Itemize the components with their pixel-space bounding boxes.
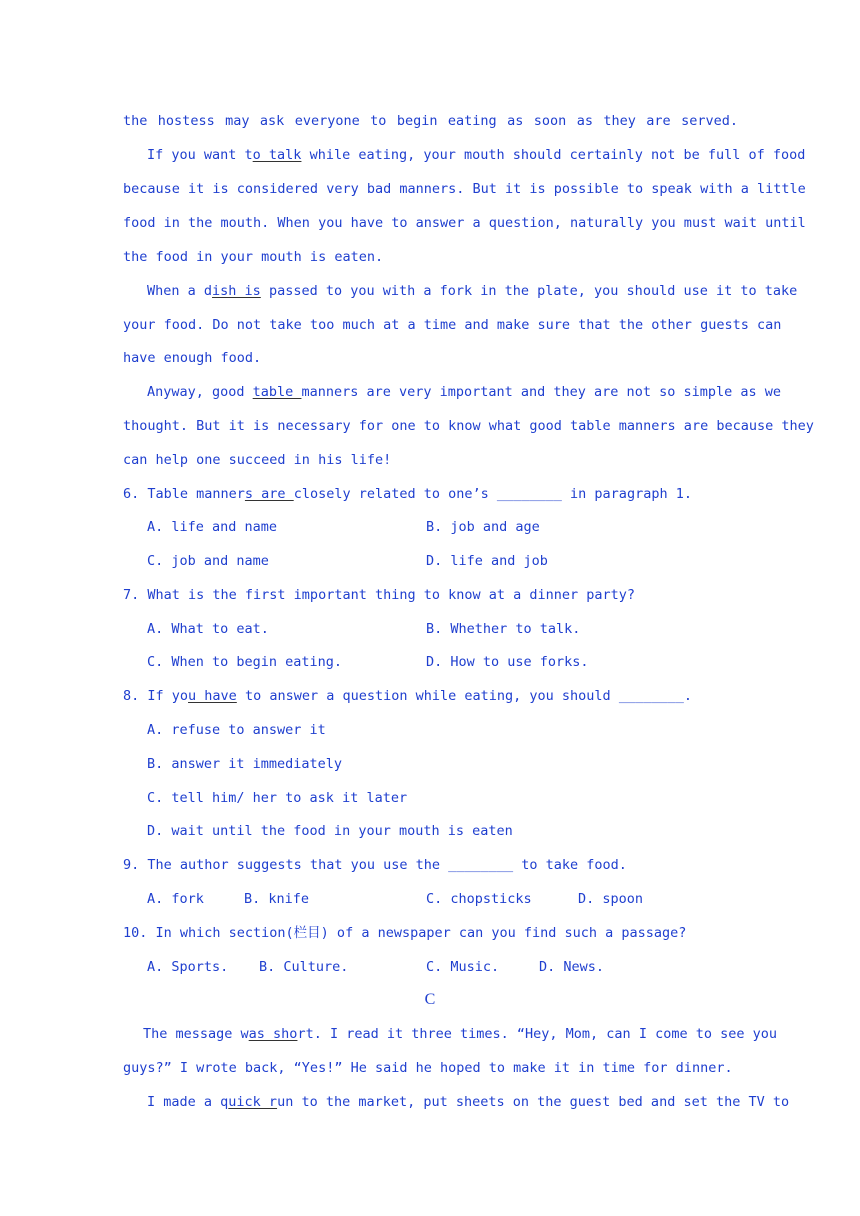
- q8-option-d[interactable]: D. wait until the food in your mouth is eaten: [147, 823, 513, 839]
- q9-option-a[interactable]: A. fork: [147, 891, 204, 907]
- paragraph-line: because it is considered very bad manners. But it is possible to speak with a little: [123, 181, 806, 197]
- q7-option-b[interactable]: B. Whether to talk.: [426, 621, 581, 637]
- q8-option-a[interactable]: A. refuse to answer it: [147, 722, 326, 738]
- q7-option-c[interactable]: C. When to begin eating.: [147, 654, 343, 670]
- section-heading: C: [424, 991, 436, 1008]
- paragraph-line: can help one succeed in his life!: [123, 452, 392, 468]
- question-6: 6. Table manners are closely related to one’s ________ in paragraph 1.: [123, 486, 692, 502]
- q7-options-row-2: [147, 652, 762, 672]
- q10-option-b[interactable]: B. Culture.: [259, 959, 349, 975]
- question-7: 7. What is the first important thing to know at a dinner party?: [123, 587, 636, 603]
- q7-options-row-1: [147, 619, 762, 639]
- q6-options-row-2: [147, 551, 762, 571]
- paragraph-line: When a dish is passed to you with a fork in the plate, you should use it to take: [147, 283, 798, 299]
- q6-options-row-1: [147, 517, 762, 537]
- paragraph-line: your food. Do not take too much at a time and make sure that the other guests can: [123, 317, 782, 333]
- paragraph-line: If you want to talk while eating, your mouth should certainly not be full of food: [147, 147, 806, 163]
- q8-option-b[interactable]: B. answer it immediately: [147, 756, 343, 772]
- paragraph-line: Anyway, good table manners are very important and they are not so simple as we: [147, 384, 781, 400]
- paragraph-line: thought. But it is necessary for one to know what good table manners are because they: [123, 418, 814, 434]
- q10-options-row: [147, 957, 762, 977]
- q10-option-d[interactable]: D. News.: [539, 959, 605, 975]
- passage-line: the hostess may ask everyone to begin eating as soon as they are served.: [123, 113, 738, 129]
- q10-option-a[interactable]: A. Sports.: [147, 959, 229, 975]
- q6-option-a[interactable]: A. life and name: [147, 519, 278, 535]
- question-10: 10. In which section(栏目) of a newspaper can you find such a passage?: [123, 925, 687, 941]
- paragraph-line: The message was short. I read it three times. “Hey, Mom, can I come to see you: [143, 1026, 777, 1042]
- q6-option-b[interactable]: B. job and age: [426, 519, 540, 535]
- q9-option-b[interactable]: B. knife: [244, 891, 310, 907]
- q9-option-d[interactable]: D. spoon: [578, 891, 644, 907]
- paragraph-line: food in the mouth. When you have to answer a question, naturally you must wait until: [123, 215, 806, 231]
- paragraph-line: I made a quick run to the market, put sheets on the guest bed and set the TV to: [147, 1094, 790, 1110]
- q6-option-d[interactable]: D. life and job: [426, 553, 548, 569]
- q9-option-c[interactable]: C. chopsticks: [426, 891, 532, 907]
- paragraph-line: the food in your mouth is eaten.: [123, 249, 384, 265]
- q8-option-c[interactable]: C. tell him/ her to ask it later: [147, 790, 408, 806]
- question-9: 9. The author suggests that you use the ________ to take food.: [123, 857, 627, 873]
- q9-options-row: [147, 889, 762, 909]
- paragraph-line: guys?” I wrote back, “Yes!” He said he hoped to make it in time for dinner.: [123, 1060, 733, 1076]
- q10-option-c[interactable]: C. Music.: [426, 959, 500, 975]
- question-8: 8. If you have to answer a question while eating, you should ________.: [123, 688, 692, 704]
- q7-option-d[interactable]: D. How to use forks.: [426, 654, 589, 670]
- paragraph-line: have enough food.: [123, 350, 262, 366]
- q6-option-c[interactable]: C. job and name: [147, 553, 269, 569]
- q7-option-a[interactable]: A. What to eat.: [147, 621, 269, 637]
